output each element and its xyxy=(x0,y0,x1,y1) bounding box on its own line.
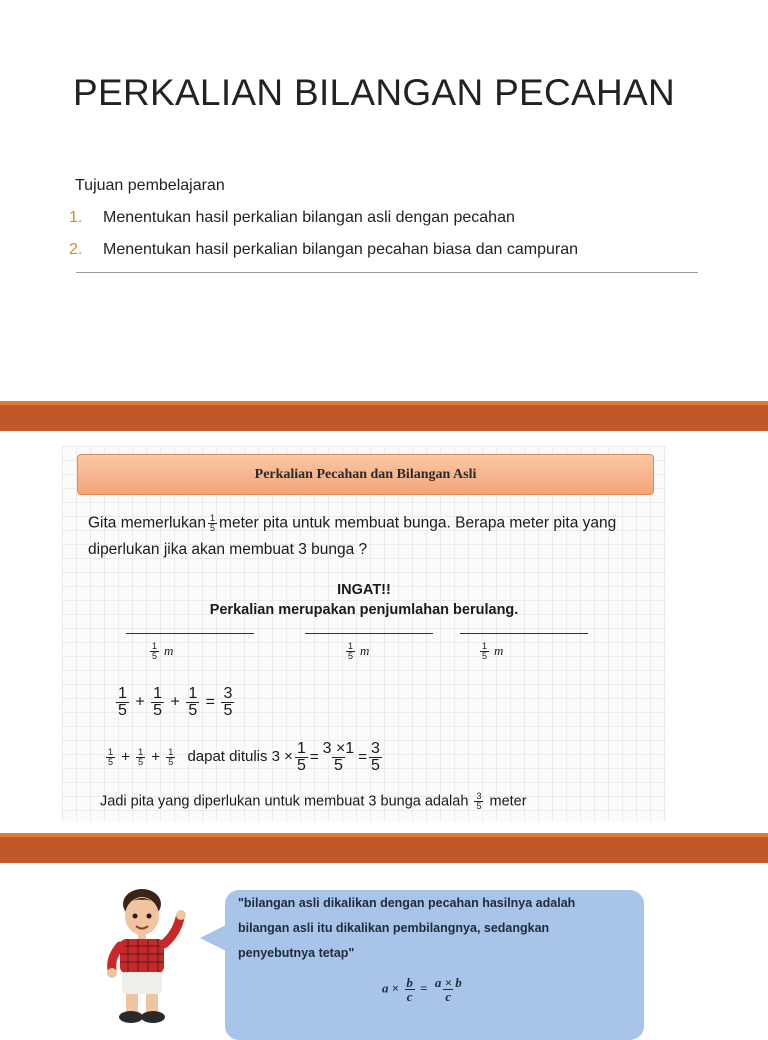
fraction-denominator: 5 xyxy=(188,702,198,719)
fraction-denominator: 5 xyxy=(108,757,114,767)
fraction-denominator: 5 xyxy=(296,757,306,774)
cartoon-boy-icon xyxy=(98,884,190,1024)
quote-line: bilangan asli itu dikalikan pembilangnya, sedangkan xyxy=(238,921,550,935)
fraction-numerator: 1 xyxy=(138,747,144,757)
times-sign: × xyxy=(391,980,400,996)
objectives-heading: Tujuan pembelajaran xyxy=(75,177,225,194)
conclusion-text xyxy=(100,792,527,811)
ribbon-segment xyxy=(460,633,588,634)
fraction-denominator: 5 xyxy=(210,523,216,533)
problem-fraction xyxy=(208,514,217,533)
fraction-numerator: 1 xyxy=(296,740,306,757)
sum-equation xyxy=(114,686,236,719)
conclusion-part: Jadi pita yang diperlukan untuk membuat 3 bunga adalah xyxy=(100,793,469,810)
fraction-numerator: 1 xyxy=(482,641,488,651)
fraction-denominator: 5 xyxy=(476,801,482,811)
problem-part1: Gita memerlukan xyxy=(88,514,207,532)
plus-sign: + xyxy=(135,693,145,711)
objective-item xyxy=(69,209,515,227)
speech-bubble xyxy=(225,890,644,1040)
fraction-numerator: 3 ×1 xyxy=(322,740,355,757)
plus-sign: + xyxy=(151,748,161,766)
fraction-numerator: 3 xyxy=(223,685,233,702)
ribbon-label xyxy=(148,642,173,661)
problem-part2: meter pita untuk membuat bunga. Berapa meter pita yang xyxy=(219,514,617,532)
quote-line: penyebutnya tetap" xyxy=(238,946,355,960)
fraction-denominator: 5 xyxy=(138,757,144,767)
fraction-numerator: 3 xyxy=(476,791,482,801)
fraction-numerator: 1 xyxy=(168,747,174,757)
slide-divider-band xyxy=(0,833,768,863)
objective-number: 2. xyxy=(69,241,83,258)
objective-text: Menentukan hasil perkalian bilangan asli dengan pecahan xyxy=(103,209,515,226)
fraction-denominator: 5 xyxy=(333,757,343,774)
objective-item xyxy=(69,241,578,259)
ribbon-label xyxy=(344,642,369,661)
rewrite-equation xyxy=(104,741,384,774)
fraction-denominator: 5 xyxy=(370,757,380,774)
fraction-denominator: c xyxy=(406,989,413,1004)
slide-title: PERKALIAN BILANGAN PECAHAN xyxy=(73,72,676,113)
fraction-numerator: 1 xyxy=(118,685,127,702)
rule-formula xyxy=(382,976,466,1003)
ingat-heading: INGAT!! xyxy=(337,582,391,598)
fraction-denominator: c xyxy=(445,989,452,1004)
fraction-numerator: a × b xyxy=(434,975,462,990)
objective-text: Menentukan hasil perkalian bilangan pecahan biasa dan campuran xyxy=(103,241,578,258)
ingat-rule: Perkalian merupakan penjumlahan berulang. xyxy=(209,602,519,618)
quote-line: "bilangan asli dikalikan dengan pecahan hasilnya adalah xyxy=(238,896,576,910)
fraction-denominator: 5 xyxy=(118,702,127,719)
fraction-numerator: 1 xyxy=(348,641,354,651)
equals-sign: = xyxy=(205,693,216,711)
slide-divider-band xyxy=(0,401,768,431)
fraction-numerator: b xyxy=(406,975,413,990)
fraction-denominator: 5 xyxy=(223,702,233,719)
fraction-numerator: 1 xyxy=(152,641,158,651)
unit-label: m xyxy=(360,642,370,658)
equals-sign: = xyxy=(358,748,367,766)
equals-sign: = xyxy=(420,980,428,996)
plus-sign: + xyxy=(121,748,130,766)
formula-a: a xyxy=(382,980,389,996)
conclusion-unit: meter xyxy=(489,793,527,810)
worksheet-header: Perkalian Pecahan dan Bilangan Asli xyxy=(77,454,654,495)
speech-bubble-tail xyxy=(200,924,228,952)
rewrite-text: dapat ditulis 3 × xyxy=(187,748,293,766)
plus-sign: + xyxy=(170,693,180,711)
fraction-denominator: 5 xyxy=(153,702,163,719)
fraction-numerator: 1 xyxy=(210,513,216,523)
ribbon-segment xyxy=(305,633,433,634)
fraction-denominator: 5 xyxy=(348,651,354,661)
fraction-denominator: 5 xyxy=(168,757,174,767)
equals-sign: = xyxy=(309,748,319,766)
problem-text-line1 xyxy=(88,514,616,533)
unit-label: m xyxy=(164,642,174,658)
fraction-denominator: 5 xyxy=(482,651,488,661)
ribbon-label xyxy=(478,642,503,661)
ribbon-segment xyxy=(126,633,254,634)
fraction-numerator: 3 xyxy=(370,740,380,757)
problem-text-line2: diperlukan jika akan membuat 3 bunga ? xyxy=(88,541,368,558)
objective-number: 1. xyxy=(69,209,83,226)
fraction-numerator: 1 xyxy=(188,685,198,702)
divider xyxy=(76,272,698,273)
fraction-numerator: 1 xyxy=(153,685,163,702)
fraction-denominator: 5 xyxy=(152,651,158,661)
unit-label: m xyxy=(494,642,504,658)
fraction-numerator: 1 xyxy=(108,747,114,757)
